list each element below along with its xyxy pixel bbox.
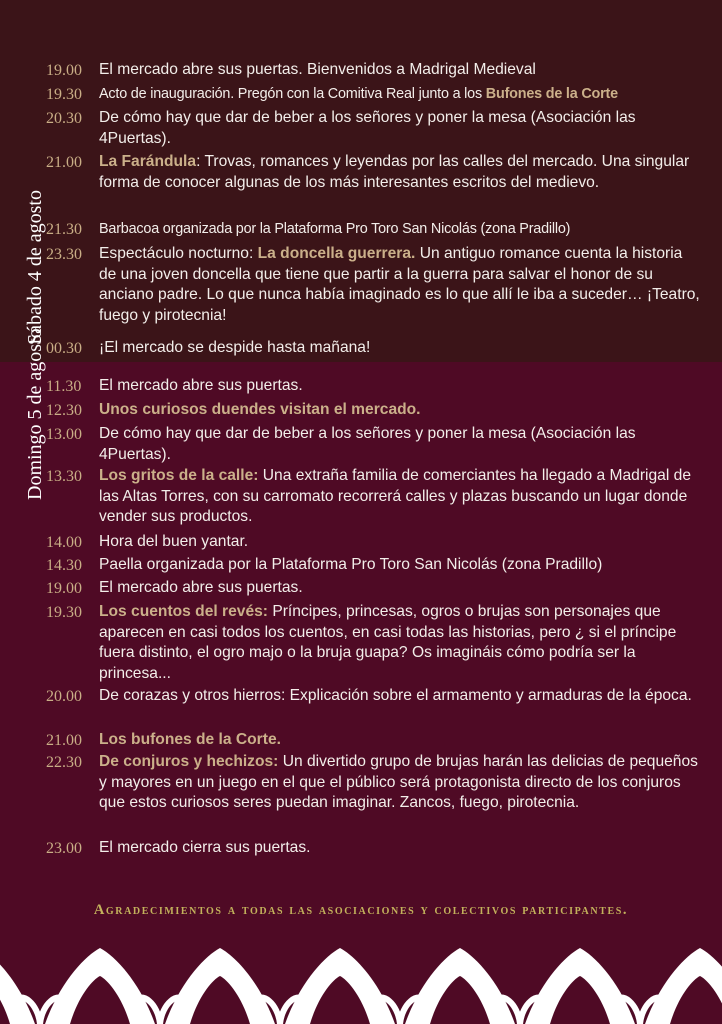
event-description [99,424,704,465]
event-description [99,84,704,105]
event-highlight: Los gritos de la calle: [99,467,259,484]
event-time: 19.00 [46,62,82,79]
event-time: 23.00 [46,840,82,857]
ornament-motif [493,948,667,1024]
event-time: 00.30 [46,340,82,357]
event-description [99,108,704,149]
event-description [99,555,704,576]
event-time: 21.00 [46,732,82,749]
event-time: 12.30 [46,402,82,419]
event-description [99,466,704,528]
event-description [99,376,704,397]
event-highlight: Unos curiosos duendes visitan el mercado. [99,401,421,418]
event-text: Un antiguo romance cuenta la historia de una joven doncella que tiene que partir a la guerra para salvar el honor de su anciano padre. Lo que nunca había imaginado es lo que allí le iba a suceder… ¡Teatro, fuego y pirotecnia! [99,245,700,324]
event-text: Paella organizada por la Plataforma Pro Toro San Nicolás (zona Pradillo) [99,556,603,573]
event-text: Un divertido grupo de brujas harán las delicias de pequeños y mayores en un juego en el que el público será protagonista directo de los conjuros que estos curiosos seres puedan imaginar. Zancos, fuego, pirotecnia. [99,753,698,811]
event-highlight: La doncella guerrera. [257,245,416,262]
event-text: Acto de inauguración. Pregón con la Comitiva Real junto a los [99,86,486,102]
event-text: El mercado cierra sus puertas. [99,839,311,856]
event-time: 21.00 [46,154,82,171]
sunday-day-label: Domingo 5 de agosto [24,328,46,500]
event-highlight: La Farándula [99,153,197,170]
event-description [99,152,704,193]
saturday-day-label: Sábado 4 de agosto [24,190,46,345]
ornament-motif [373,948,547,1024]
event-text: El mercado abre sus puertas. [99,579,303,596]
event-time: 11.30 [46,378,82,395]
event-time: 23.30 [46,246,82,263]
event-description [99,244,704,326]
event-description [99,400,704,421]
event-text: : Trovas, romances y leyendas por las calles del mercado. Una singular forma de conocer algunas de los más interesantes escritos del medievo. [99,153,690,191]
event-time: 20.00 [46,688,82,705]
acknowledgement-text: Agradecimientos a todas las asociaciones y colectivos participantes. [93,902,629,918]
ornamental-border [0,942,722,1024]
event-text: Espectáculo nocturno: [99,245,258,262]
event-highlight: Bufones de la Corte [485,86,618,102]
event-text: De cómo hay que dar de beber a los señores y poner la mesa (Asociación las 4Puertas). [99,425,636,463]
event-highlight: De conjuros y hechizos: [99,753,279,770]
event-time: 19.30 [46,604,82,621]
event-time: 13.30 [46,468,82,485]
event-time: 19.00 [46,580,82,597]
event-text: De corazas y otros hierros: Explicación sobre el armamento y armaduras de la época. [99,687,692,704]
event-description [99,578,704,599]
event-time: 14.30 [46,557,82,574]
event-text: Príncipes, princesas, ogros o brujas son personajes que aparecen en casi todos los cuentos, en casi todas las historias, pero ¿ si el príncipe fuera distinto, el ogro majo o la bruja guapa? Os imagináis cómo podría ser la princesa... [99,603,677,682]
ornament-motif [253,948,427,1024]
event-description [99,730,704,751]
event-text: Una extraña familia de comerciantes ha llegado a Madrigal de las Altas Torres, con su carromato recorrerá calles y plazas buscando un lugar donde vender sus productos. [99,467,691,525]
event-description [99,532,704,553]
event-text: Barbacoa organizada por la Plataforma Pro Toro San Nicolás (zona Pradillo) [99,221,571,237]
event-description [99,686,704,707]
event-description [99,338,704,359]
event-description [99,60,704,81]
event-text: ¡El mercado se despide hasta mañana! [99,339,371,356]
event-text: El mercado abre sus puertas. [99,377,303,394]
event-description [99,838,704,859]
event-time: 19.30 [46,86,82,103]
event-time: 13.00 [46,426,82,443]
event-description [99,219,704,240]
event-text: El mercado abre sus puertas. Bienvenidos a Madrigal Medieval [99,61,536,78]
event-time: 21.30 [46,221,82,238]
event-text: De cómo hay que dar de beber a los señores y poner la mesa (Asociación las 4Puertas). [99,109,636,147]
event-text: Hora del buen yantar. [99,533,249,550]
event-description [99,752,704,814]
event-highlight: Los cuentos del revés: [99,603,268,620]
event-description [99,602,704,684]
event-time: 14.00 [46,534,82,551]
event-time: 20.30 [46,110,82,127]
ornament-motif [13,948,187,1024]
event-highlight: Los bufones de la Corte. [99,731,281,748]
ornament-motif [133,948,307,1024]
event-time: 22.30 [46,754,82,771]
